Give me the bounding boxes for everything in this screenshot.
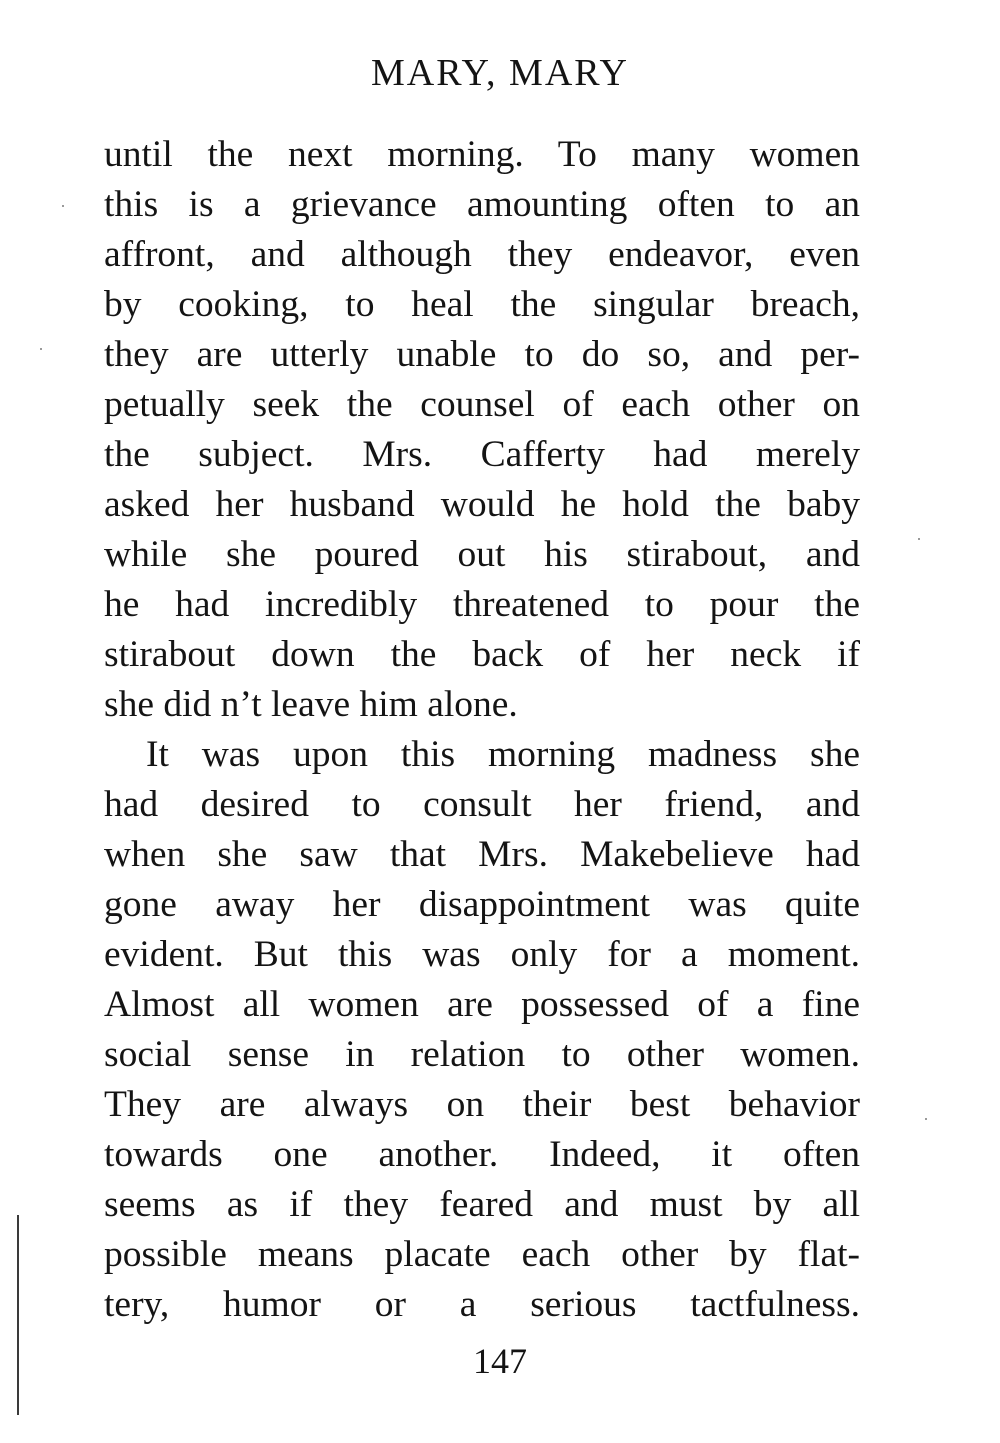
text-line: this is a grievance amounting often to an <box>104 184 860 225</box>
text-line: asked her husband would he hold the baby <box>104 484 860 525</box>
text-line: affront, and although they endeavor, even <box>104 234 860 275</box>
text-line: petually seek the counsel of each other on <box>104 384 860 425</box>
page-number: 147 <box>473 1341 527 1381</box>
text-line: when she saw that Mrs. Makebelieve had <box>104 834 860 875</box>
text-line: Almost all women are possessed of a fine <box>104 984 860 1025</box>
text-line: the subject. Mrs. Cafferty had merely <box>104 434 860 475</box>
paragraph-2 <box>104 730 860 1330</box>
scan-speck <box>62 205 64 207</box>
text-line: he had incredibly threatened to pour the <box>104 584 860 625</box>
text-line: It was upon this morning madness she <box>146 734 860 775</box>
text-line: had desired to consult her friend, and <box>104 784 860 825</box>
text-line: towards one another. Indeed, it often <box>104 1134 860 1175</box>
text-line: they are utterly unable to do so, and per- <box>104 334 860 375</box>
text-line: social sense in relation to other women. <box>104 1034 860 1075</box>
text-line: tery, humor or a serious tactfulness. <box>104 1284 860 1325</box>
scan-speck <box>925 1118 927 1120</box>
text-line: They are always on their best behavior <box>104 1084 860 1125</box>
text-line: gone away her disappointment was quite <box>104 884 860 925</box>
text-line: seems as if they feared and must by all <box>104 1184 860 1225</box>
text-line: until the next morning. To many women <box>104 134 860 175</box>
scan-speck <box>40 348 42 350</box>
scan-speck <box>918 538 920 540</box>
running-head: MARY, MARY <box>371 52 629 94</box>
text-line: possible means placate each other by flat- <box>104 1234 860 1275</box>
text-line: evident. But this was only for a moment. <box>104 934 860 975</box>
scan-edge-mark <box>17 1215 19 1415</box>
body-text <box>104 130 860 1330</box>
paragraph-1 <box>104 130 860 730</box>
text-line: by cooking, to heal the singular breach, <box>104 284 860 325</box>
text-line: she did n’t leave him alone. <box>104 684 518 725</box>
text-line: stirabout down the back of her neck if <box>104 634 860 675</box>
text-line: while she poured out his stirabout, and <box>104 534 860 575</box>
